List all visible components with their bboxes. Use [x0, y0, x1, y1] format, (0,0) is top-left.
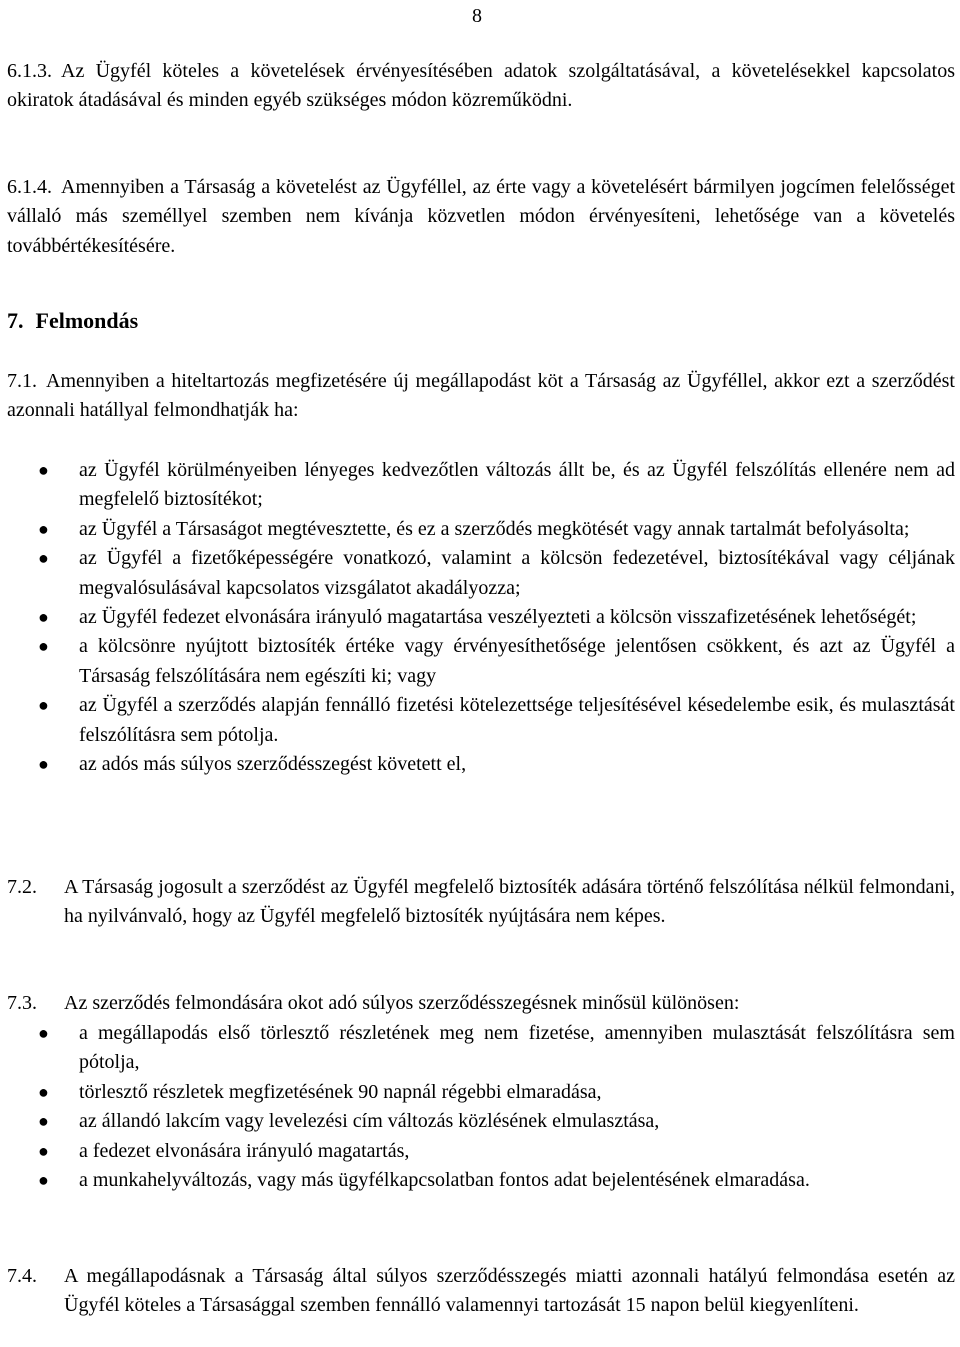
bullet-icon: ●: [38, 1140, 49, 1161]
paragraph-6-1-3: [7, 57, 955, 116]
list-item: [0, 603, 955, 632]
paragraph-text: Amennyiben a hiteltartozás megfizetésére új megállapodást köt a Társaság az Ügyféllel, akkor ezt a szerződést azonnali hatállyal felmondhatják ha:: [7, 370, 955, 422]
heading-number: 7.: [7, 308, 24, 333]
bullet-icon: ●: [38, 1081, 49, 1102]
paragraph-text: Az Ügyfél köteles a követelések érvényesítésében adatok szolgáltatásával, a követelésekkel kapcsolatos okiratok átadásával és minden egyéb szükséges módon közreműködni.: [7, 60, 955, 112]
list-item-text: az állandó lakcím vagy levelezési cím változás közlésének elmulasztása,: [79, 1110, 660, 1133]
list-item: [0, 1019, 955, 1078]
list-item: [0, 1137, 955, 1166]
bullet-icon: ●: [38, 607, 49, 628]
bullet-icon: ●: [38, 548, 49, 569]
bullet-icon: ●: [38, 1023, 49, 1043]
list-item: [0, 691, 955, 750]
paragraph-text: A Társaság jogosult a szerződést az Ügyfél megfelelő biztosíték adására történő felszólítása nélkül felmondani, ha nyilvánvaló, hogy az Ügyfél megfelelő biztosíték nyújtására nem képes.: [64, 876, 955, 928]
list-item: [0, 750, 955, 779]
list-item-text: az Ügyfél körülményeiben lényeges kedvezőtlen változás állt be, és az Ügyfél felszólítás ellenére nem ad megfelelő biztosítékot;: [79, 459, 955, 511]
list-item: [0, 1166, 955, 1195]
bullet-icon: ●: [38, 695, 49, 716]
paragraph-number: 7.1.: [7, 370, 37, 392]
paragraph-number: 7.4.: [7, 1265, 37, 1287]
bullet-icon: ●: [38, 636, 49, 657]
list-item-text: az Ügyfél a Társaságot megtévesztette, és ez a szerződés megkötését vagy annak tartalmát befolyásolta;: [79, 517, 910, 540]
list-item-text: a kölcsönre nyújtott biztosíték értéke vagy érvényesíthetősége jelentősen csökkent, és azt az Ügyfél a Társaság felszólítására nem egészíti ki; vagy: [79, 635, 955, 687]
paragraph-6-1-4: [7, 173, 955, 261]
paragraph-7-2: [7, 873, 955, 932]
bullet-icon: ●: [38, 1170, 49, 1191]
list-item-text: az Ügyfél fedezet elvonására irányuló magatartása veszélyezteti a kölcsön visszafizetésének lehetőségét;: [79, 606, 917, 629]
paragraph-number: 7.3.: [7, 992, 37, 1014]
list-item: [0, 456, 955, 515]
paragraph-number: 6.1.4.: [7, 176, 52, 198]
paragraph-number: 7.2.: [7, 876, 37, 898]
list-item-text: törlesztő részletek megfizetésének 90 napnál régebbi elmaradása,: [79, 1080, 602, 1103]
list-item-text: az Ügyfél a fizetőképességére vonatkozó, valamint a kölcsön fedezetével, biztosítékával vagy céljának megvalósulásával kapcsolatos vizsgálatot akadályozza;: [79, 547, 955, 599]
heading-title: Felmondás: [35, 308, 139, 333]
list-item-text: a munkahelyváltozás, vagy más ügyfélkapcsolatban fontos adat bejelentésének elmaradása.: [79, 1169, 810, 1192]
bullet-list-7-3: [0, 1019, 955, 1195]
list-item-text: a fedezet elvonására irányuló magatartás,: [79, 1139, 410, 1162]
bullet-icon: ●: [38, 1111, 49, 1132]
paragraph-text: Az szerződés felmondására okot adó súlyos szerződésszegésnek minősül különösen:: [64, 992, 740, 1014]
list-item: [0, 1078, 955, 1107]
bullet-icon: ●: [38, 518, 49, 539]
list-item: [0, 1107, 955, 1136]
list-item-text: az adós más súlyos szerződésszegést követett el,: [79, 753, 467, 776]
list-item: [0, 515, 955, 544]
bullet-icon: ●: [38, 460, 49, 480]
list-item: [0, 544, 955, 603]
paragraph-text: Amennyiben a Társaság a követelést az Ügyféllel, az érte vagy a követelésért bármilyen jogcímen felelősséget vállaló más személlyel szemben nem kívánja közvetlen módon érvényesíteni, lehetősége van a követelés továbbértékesítésére.: [7, 176, 955, 257]
paragraph-text: A megállapodásnak a Társaság által súlyos szerződésszegés miatti azonnali hatályú felmondása esetén az Ügyfél köteles a Társasággal szemben fennálló valamennyi tartozását 15 napon belül kiegyenlíteni.: [64, 1265, 955, 1317]
paragraph-number: 6.1.3.: [7, 60, 52, 82]
section-heading-7: [7, 306, 138, 335]
paragraph-7-4: [7, 1262, 955, 1321]
list-item-text: a megállapodás első törlesztő részletének meg nem fizetése, amennyiben mulasztását felszólításra sem pótolja,: [79, 1022, 955, 1074]
bullet-list-7-1: [0, 456, 955, 779]
bullet-icon: ●: [38, 754, 49, 775]
paragraph-7-3: [7, 989, 955, 1018]
paragraph-7-1: [7, 367, 955, 426]
page-number: 8: [472, 5, 482, 27]
list-item: [0, 632, 955, 691]
list-item-text: az Ügyfél a szerződés alapján fennálló fizetési kötelezettsége teljesítésével késedelembe esik, és mulasztását felszólításra sem pótolja.: [79, 694, 955, 746]
